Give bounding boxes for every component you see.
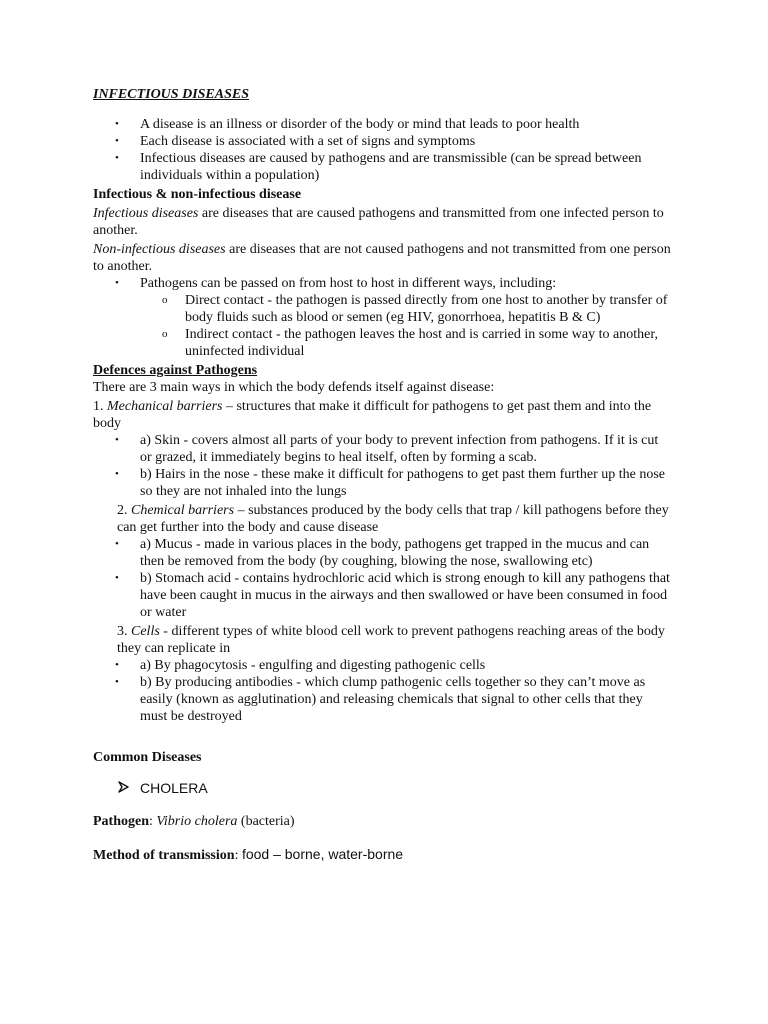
list-item: • b) Hairs in the nose - these make it difficult for pathogens to get past them further up the nose so they are not inhaled into the lungs [93, 466, 673, 500]
non-infectious-definition [93, 241, 673, 275]
definition-text: are diseases that are caused pathogens and transmitted from one infected person to another. [93, 206, 664, 238]
sublist-item: o Indirect contact - the pathogen leaves the host and is carried in some way to another, uninfected individual [93, 326, 673, 360]
section-heading-defences: Defences against Pathogens [93, 363, 258, 378]
barrier-text: – structures that make it difficult for pathogens to get past them and into the body [93, 399, 652, 431]
definition-term: Non-infectious diseases [93, 242, 226, 257]
definition-text: are diseases that are not caused pathogens and not transmitted from one person to another. [93, 242, 671, 274]
document-page [93, 86, 673, 880]
document-title: INFECTIOUS DISEASES [93, 87, 250, 102]
pathogen-note: (bacteria) [237, 814, 295, 829]
chemical-barriers [93, 502, 673, 536]
item-number: 2. [117, 503, 131, 518]
barrier-term: Mechanical barriers [107, 399, 223, 414]
defences-intro: There are 3 main ways in which the body defends itself against disease: [93, 380, 495, 395]
barrier-text: – substances produced by the body cells that trap / kill pathogens before they can get further into the body and cause disease [117, 503, 669, 535]
item-number: 3. [117, 624, 131, 639]
field-label: Method of transmission [93, 848, 235, 863]
cells-list [93, 657, 673, 725]
field-separator: : [149, 814, 157, 829]
barrier-text: - different types of white blood cell work to prevent pathogens reaching areas of the body they can replicate in [117, 624, 665, 656]
list-item: • A disease is an illness or disorder of the body or mind that leads to poor health [93, 116, 673, 133]
list-item: • a) Mucus - made in various places in the body, pathogens get trapped in the mucus and can then be removed from the body (by coughing, blowing the nose, swallowing etc) [93, 536, 673, 570]
field-label: Pathogen [93, 814, 149, 829]
section-heading-infectious: Infectious & non-infectious disease [93, 187, 302, 202]
disease-name: CHOLERA [140, 780, 208, 796]
list-item: • a) By phagocytosis - engulfing and digesting pathogenic cells [93, 657, 673, 674]
list-item: • b) Stomach acid - contains hydrochloric acid which is strong enough to kill any pathogens that have been caught in mucus in the airways and then swallowed or have been consumed in food or water [93, 570, 673, 621]
definition-term: Infectious diseases [93, 206, 199, 221]
transmission-line [93, 846, 673, 864]
mechanical-list [93, 432, 673, 500]
list-item: • b) By producing antibodies - which clump pathogenic cells together so they can’t move as easily (known as agglutination) and releasing chemicals that signal to other cells that they must be destroyed [93, 674, 673, 725]
chemical-list [93, 536, 673, 621]
list-item: • a) Skin - covers almost all parts of your body to prevent infection from pathogens. If it is cut or grazed, it immediately begins to heal itself, often by forming a scab. [93, 432, 673, 466]
barrier-term: Chemical barriers [131, 503, 235, 518]
transmission-value: food – borne, water-borne [241, 846, 404, 862]
field-separator: : [234, 848, 242, 863]
intro-list [93, 116, 673, 184]
item-number: 1. [93, 399, 107, 414]
list-item: • Infectious diseases are caused by pathogens and are transmissible (can be spread between individuals within a population) [93, 150, 673, 184]
mechanical-barriers [93, 398, 673, 432]
infectious-definition [93, 205, 673, 239]
list-item: • Pathogens can be passed on from host to host in different ways, including: [93, 275, 673, 292]
transmission-list [93, 275, 673, 292]
disease-item [93, 780, 673, 797]
list-item: • Each disease is associated with a set of signs and symptoms [93, 133, 673, 150]
section-heading-common: Common Diseases [93, 750, 202, 765]
cells-defence [93, 623, 673, 657]
barrier-term: Cells [131, 624, 160, 639]
contact-sublist [93, 292, 673, 360]
pathogen-name: Vibrio cholera [156, 814, 238, 829]
pathogen-line [93, 813, 673, 830]
arrow-bullet-icon [118, 780, 129, 797]
sublist-item: o Direct contact - the pathogen is passed directly from one host to another by transfer of body fluids such as blood or semen (eg HIV, gonorrhoea, hepatitis B & C) [93, 292, 673, 326]
